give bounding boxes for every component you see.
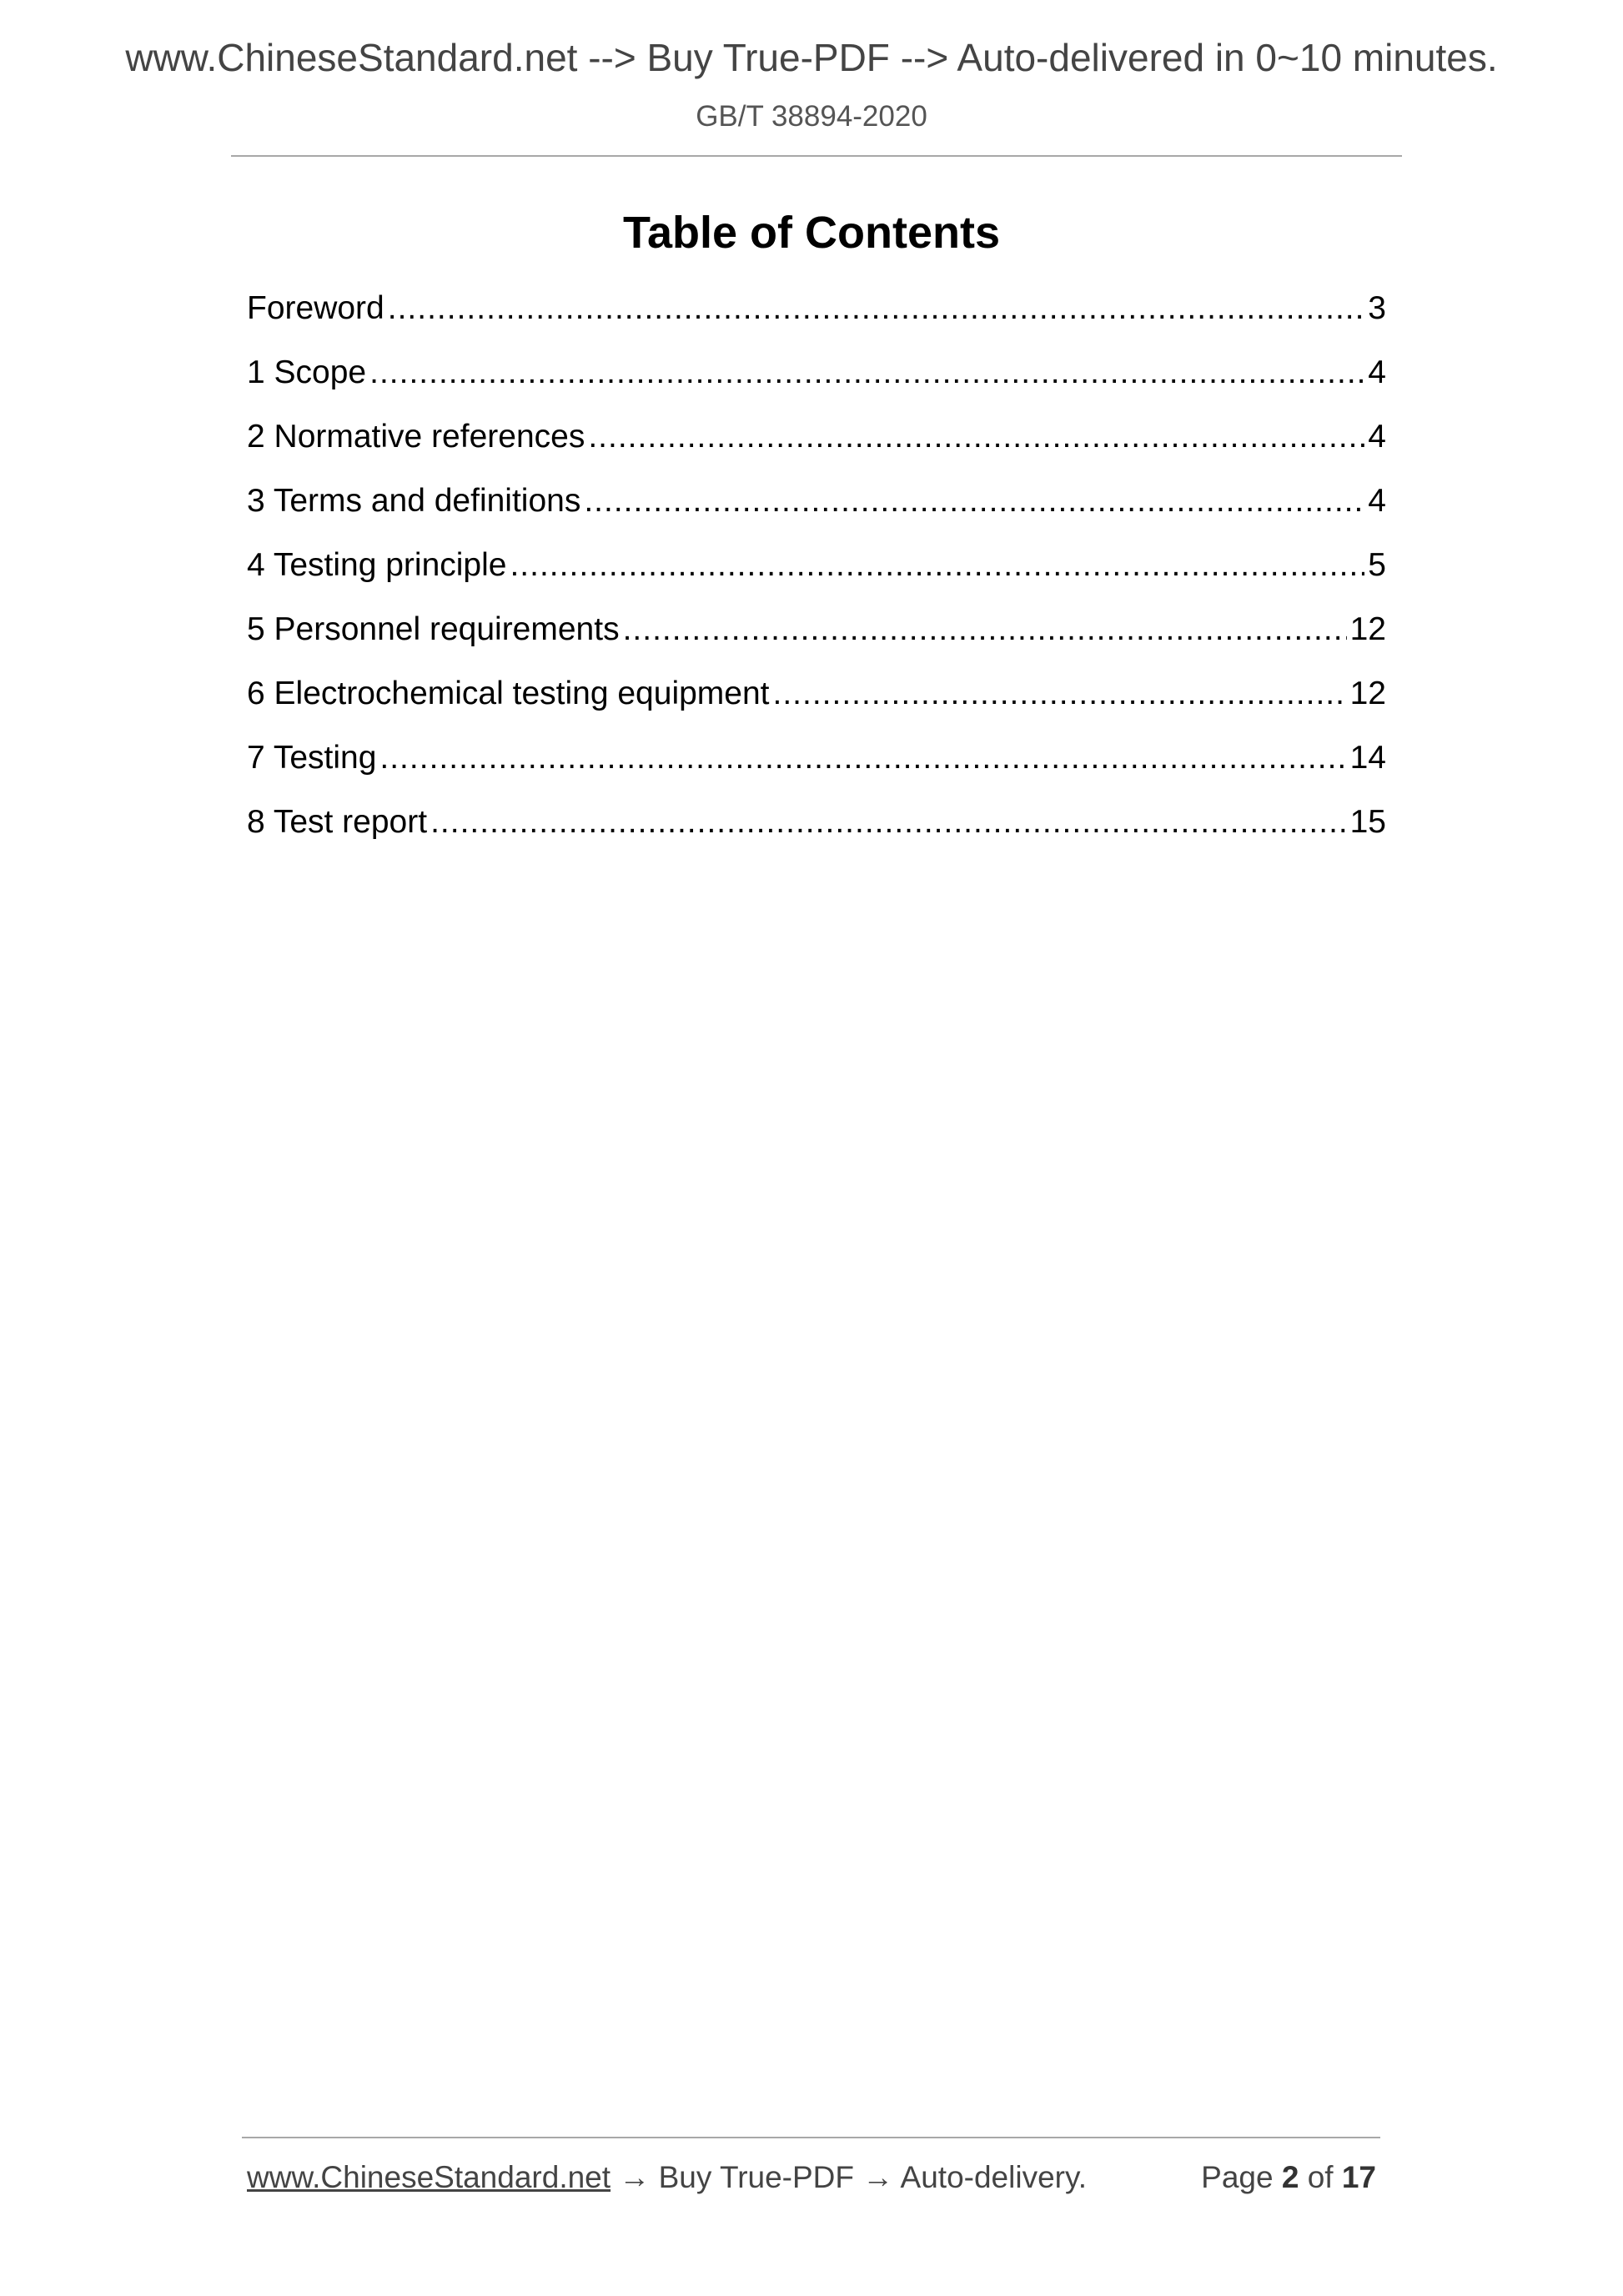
toc-dot-leader xyxy=(510,544,1364,587)
footer-divider xyxy=(242,2137,1380,2138)
toc-entry-normative-references[interactable] xyxy=(247,415,1386,480)
toc-entry-personnel-requirements[interactable] xyxy=(247,608,1386,672)
toc-entry-page: 4 xyxy=(1368,354,1386,390)
toc-entry-page: 4 xyxy=(1368,483,1386,519)
page-total: 17 xyxy=(1341,2160,1376,2194)
toc-entry-page: 15 xyxy=(1349,804,1386,840)
toc-entry-label: 7 Testing xyxy=(247,740,377,776)
toc-entry-label: 4 Testing principle xyxy=(247,547,507,583)
toc-dot-leader xyxy=(588,415,1364,459)
toc-entry-scope[interactable] xyxy=(247,351,1386,415)
header-banner: www.ChineseStandard.net --> Buy True-PDF --> Auto-delivered in 0~10 minutes. xyxy=(125,36,1498,79)
toc-entry-testing-principle[interactable] xyxy=(247,544,1386,608)
toc-dot-leader xyxy=(369,351,1364,394)
toc-entry-testing[interactable] xyxy=(247,736,1386,801)
toc-entry-label: 3 Terms and definitions xyxy=(247,483,581,519)
toc-entry-terms-and-definitions[interactable] xyxy=(247,480,1386,544)
footer-delivery-text: Auto-delivery. xyxy=(900,2160,1088,2194)
page-word: Page xyxy=(1201,2160,1274,2194)
arrow-right-icon: → xyxy=(619,2160,651,2194)
page-footer xyxy=(247,2160,1376,2202)
toc-entry-page: 4 xyxy=(1368,419,1386,455)
toc-entry-label: 8 Test report xyxy=(247,804,428,840)
toc-dot-leader xyxy=(430,801,1347,844)
toc-dot-leader xyxy=(623,608,1347,651)
toc-entry-page: 12 xyxy=(1349,611,1386,647)
toc-entry-page: 3 xyxy=(1368,290,1386,326)
header-divider xyxy=(231,155,1402,157)
toc-dot-leader xyxy=(388,287,1365,330)
toc-entry-label: Foreword xyxy=(247,290,384,326)
page-current: 2 xyxy=(1281,2160,1299,2194)
arrow-right-icon: → xyxy=(862,2160,894,2194)
toc-entry-electrochemical-testing-equipment[interactable] xyxy=(247,672,1386,736)
toc-dot-leader xyxy=(584,480,1364,523)
footer-buy-text: Buy True-PDF xyxy=(658,2160,855,2194)
toc-entry-page: 14 xyxy=(1349,740,1386,776)
toc-entry-label: 1 Scope xyxy=(247,354,367,390)
footer-site-link[interactable]: www.ChineseStandard.net xyxy=(247,2160,611,2194)
toc-list xyxy=(247,287,1386,865)
toc-entry-test-report[interactable] xyxy=(247,801,1386,865)
standard-code: GB/T 38894-2020 xyxy=(696,100,927,133)
toc-dot-leader xyxy=(379,736,1346,780)
toc-entry-foreword[interactable] xyxy=(247,287,1386,351)
toc-entry-page: 5 xyxy=(1368,547,1386,583)
page-number xyxy=(1201,2160,1376,2195)
of-word: of xyxy=(1307,2160,1334,2194)
toc-entry-label: 5 Personnel requirements xyxy=(247,611,620,647)
toc-title: Table of Contents xyxy=(623,208,1000,258)
toc-dot-leader xyxy=(773,672,1347,716)
toc-entry-page: 12 xyxy=(1349,676,1386,711)
toc-entry-label: 6 Electrochemical testing equipment xyxy=(247,676,770,711)
footer-promo xyxy=(247,2160,1087,2195)
toc-entry-label: 2 Normative references xyxy=(247,419,585,455)
